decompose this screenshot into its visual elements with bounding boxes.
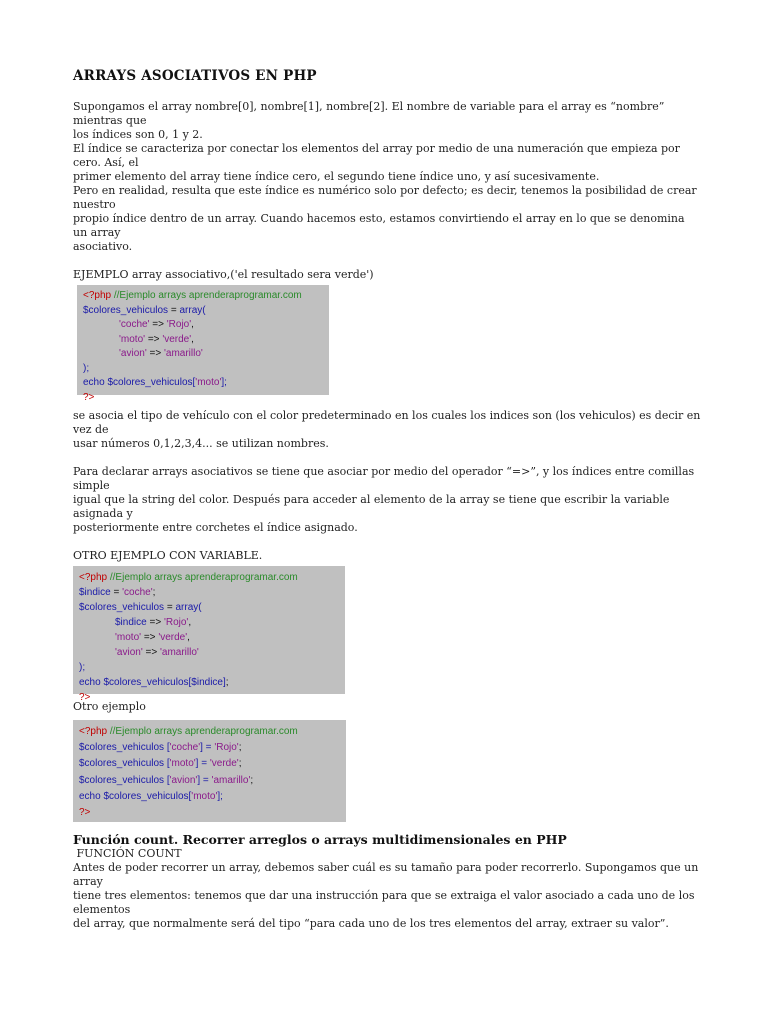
code-line: ?> [83, 391, 95, 403]
section-title-count: Función count. Recorrer arreglos o arrays multidimensionales en PHP [73, 832, 567, 847]
page-title: ARRAYS ASOCIATIVOS EN PHP [73, 68, 317, 84]
code-line: echo $colores_vehiculos['moto']; [79, 790, 223, 802]
code-line: $colores_vehiculos ['coche'] = 'Rojo'; [79, 742, 242, 754]
code-line: $indice = 'coche'; [79, 587, 156, 598]
code-line: 'moto' => 'verde', [119, 333, 194, 345]
intro-line-6: propio índice dentro de un array. Cuando hacemos esto, estamos convirtiendo el array en lo que se denomina un array [73, 212, 685, 239]
intro-line-1: Supongamos el array nombre[0], nombre[1], nombre[2]. El nombre de variable para el array es “nombre” mientras que [73, 100, 665, 127]
code-line: 'avion' => 'amarillo' [119, 348, 203, 359]
example1-label: EJEMPLO array associativo,('el resultado sera verde') [73, 268, 374, 281]
para3-line-3: posteriormente entre corchetes el índice asignado. [73, 521, 358, 534]
code-line: <?php //Ejemplo arrays aprenderaprogramar.com [83, 290, 302, 301]
intro-line-4: primer elemento del array tiene índice cero, el segundo tiene índice uno, y así sucesivamente. [73, 170, 600, 183]
code-line: 'moto' => 'verde', [115, 632, 190, 643]
code-line: $colores_vehiculos = array( [79, 602, 202, 613]
code-line: ); [83, 362, 90, 374]
code-line: $indice => 'Rojo', [115, 617, 192, 628]
count-line-3: del array, que normalmente será del tipo “para cada uno de los tres elementos del array, extraer su valor”. [73, 917, 669, 930]
code-line: 'coche' => 'Rojo', [119, 319, 194, 330]
code-line: <?php //Ejemplo arrays aprenderaprogramar.com [79, 726, 298, 737]
para2-line-2: usar números 0,1,2,3,4... se utilizan nombres. [73, 437, 329, 450]
count-line-1: Antes de poder recorrer un array, debemos saber cuál es su tamaño para poder recorrerlo. Supongamos que un array [73, 861, 699, 888]
example3-label: Otro ejemplo [73, 700, 146, 713]
code-line: ?> [79, 692, 91, 703]
code-line: echo $colores_vehiculos['moto']; [83, 377, 227, 388]
code-line: echo $colores_vehiculos[$indice]; [79, 677, 229, 688]
code-block-example3 [73, 720, 346, 822]
code-block-example2 [73, 566, 345, 703]
intro-line-5: Pero en realidad, resulta que este índice es numérico solo por defecto; es decir, tenemos la posibilidad de crear nuestro [73, 184, 697, 211]
para3-line-2: igual que la string del color. Después para acceder al elemento de la array se tiene que escribir la variable asignada y [73, 493, 670, 520]
para2-line-1: se asocia el tipo de vehículo con el color predeterminado en los cuales los indices son (los vehiculos) es decir en vez de [73, 409, 701, 436]
code-line: ); [79, 662, 86, 673]
code-line: $colores_vehiculos = array( [83, 304, 206, 316]
intro-line-7: asociativo. [73, 240, 133, 253]
code-line: ?> [79, 806, 91, 818]
document-page [73, 68, 701, 931]
code-line: <?php //Ejemplo arrays aprenderaprogramar.com [79, 572, 298, 583]
para3-line-1: Para declarar arrays asociativos se tiene que asociar por medio del operador “=>”, y los índices entre comillas simple [73, 465, 695, 492]
code-line: 'avion' => 'amarillo' [115, 647, 199, 658]
code-line: $colores_vehiculos ['moto'] = 'verde'; [79, 758, 242, 770]
count-line-2: tiene tres elementos: tenemos que dar una instrucción para que se extraiga el valor asociado a cada uno de los elementos [73, 889, 695, 916]
code-block-example1 [77, 285, 329, 403]
code-line: $colores_vehiculos ['avion'] = 'amarillo'; [79, 774, 254, 786]
section-subtitle-count: FUNCIÓN COUNT [73, 847, 182, 860]
intro-line-3: El índice se caracteriza por conectar los elementos del array por medio de una numeración que empieza por cero. Así, el [73, 142, 680, 169]
example2-label: OTRO EJEMPLO CON VARIABLE. [73, 549, 263, 562]
intro-line-2: los índices son 0, 1 y 2. [73, 128, 203, 141]
